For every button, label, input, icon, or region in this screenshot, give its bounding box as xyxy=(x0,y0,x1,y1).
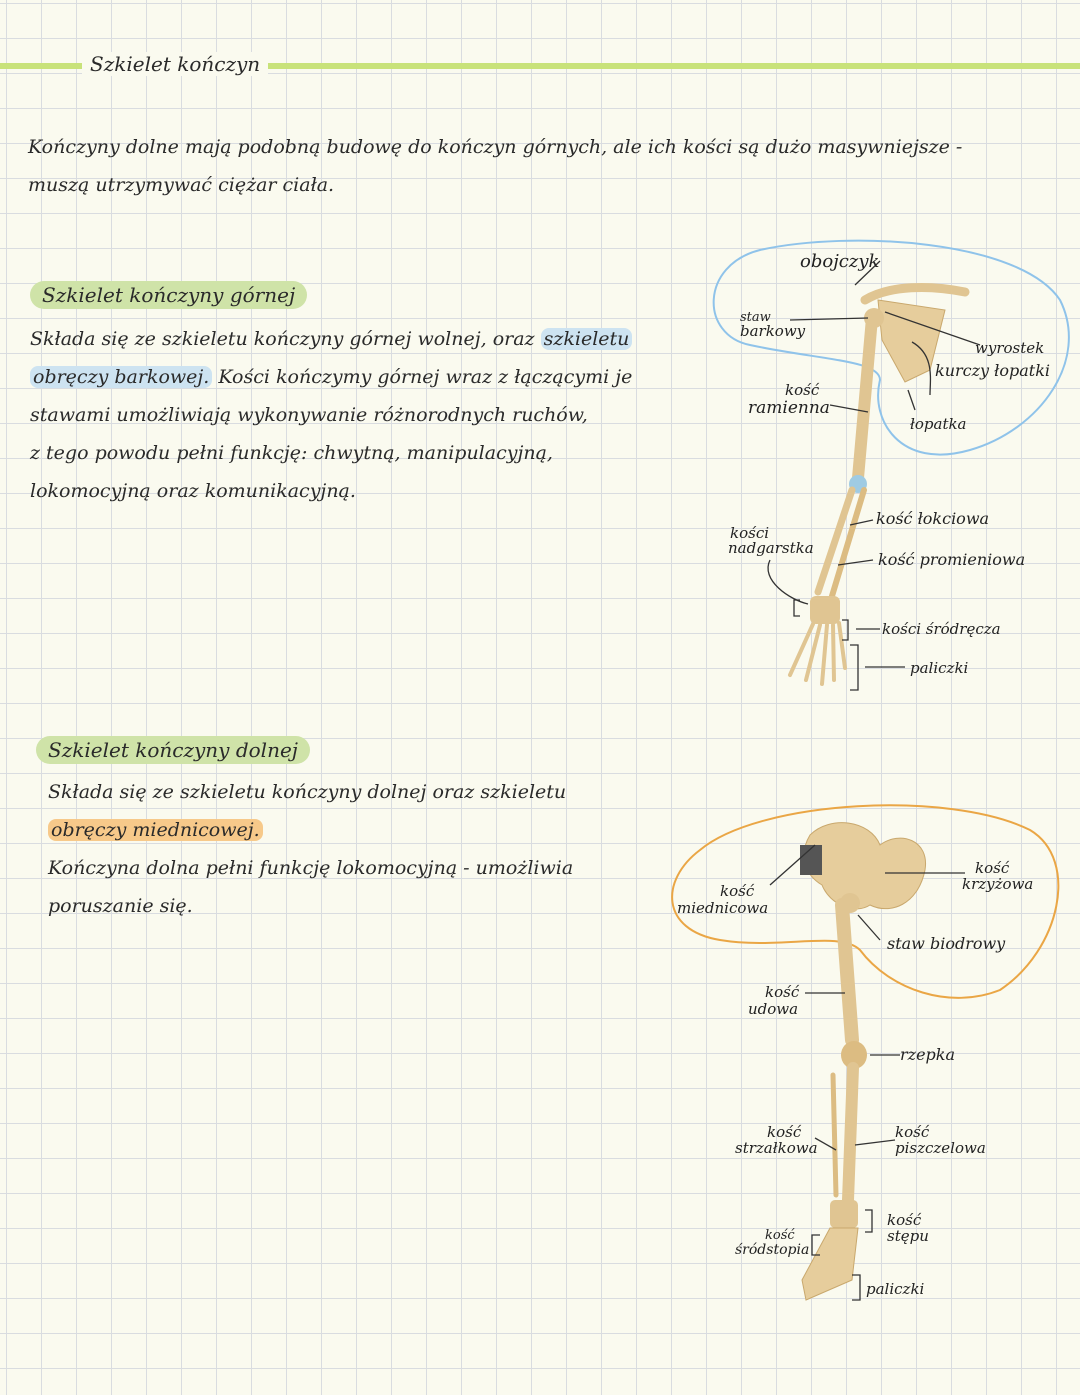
label-kosc-udowa-1: kość xyxy=(765,983,800,1001)
upper-text-line-4: z tego powodu pełni funkcję: chwytną, manipulacyjną, xyxy=(30,442,553,464)
intro-line-2: muszą utrzymywać ciężar ciała. xyxy=(28,174,335,196)
label-kosc-krzyzowa-2: krzyżowa xyxy=(962,875,1034,893)
pelvis-shape xyxy=(804,823,926,909)
label-kosc-promieniowa: kość promieniowa xyxy=(878,550,1026,569)
label-kosc-srodstopia-2: śródstopia xyxy=(735,1242,810,1258)
label-staw-biodrowy: staw biodrowy xyxy=(887,934,1006,953)
upper-text-line-5: lokomocyjną oraz komunikacyjną. xyxy=(30,480,356,502)
label-kosc-miednicowa-1: kość xyxy=(720,882,755,900)
label-kosci-nadgarstka-2: nadgarstka xyxy=(728,539,814,557)
label-kosc-ramienna-1: kość xyxy=(785,381,820,399)
label-staw-barkowy-1: staw xyxy=(740,310,771,325)
label-kosci-nadgarstka-1: kości xyxy=(730,524,770,542)
label-wyrostek-1: wyrostek xyxy=(975,339,1045,357)
lower-limb-heading: Szkielet kończyny dolnej xyxy=(36,736,310,764)
label-lopatka: łopatka xyxy=(910,415,967,433)
label-staw-barkowy-2: barkowy xyxy=(740,322,806,340)
label-kosc-srodstopia-1: kość xyxy=(765,1228,795,1243)
label-kosc-miednicowa-2: miednicowa xyxy=(677,899,769,917)
lower-text-line-2-highlight: obręczy miednicowej. xyxy=(48,819,263,841)
upper-text-line-1a: Składa się ze szkieletu kończyny górnej wolnej, oraz xyxy=(30,328,541,350)
upper-text-line-2a: obręczy barkowej. xyxy=(30,366,212,388)
label-paliczki-upper: paliczki xyxy=(910,659,969,677)
tibia-shape xyxy=(848,1068,853,1200)
label-kosc-piszczelowa-1: kość xyxy=(895,1123,930,1141)
label-kosc-lokciowa: kość łokciowa xyxy=(876,509,990,528)
upper-text-line-2b: Kości kończymy górnej wraz z łączącymi je xyxy=(212,366,633,388)
lower-text-line-1: Składa się ze szkieletu kończyny dolnej oraz szkieletu xyxy=(48,781,567,803)
label-kosc-strzalkowa-2: strzałkowa xyxy=(735,1139,818,1157)
label-paliczki-lower: paliczki xyxy=(866,1280,925,1298)
label-kosc-stepu-2: stępu xyxy=(887,1227,929,1245)
intro-line-1: Kończyny dolne mają podobną budowę do kończyn górnych, ale ich kości są dużo masywniejsze - xyxy=(28,136,963,158)
pelvis-shadow xyxy=(800,845,822,875)
page-title: Szkielet kończyn xyxy=(82,52,268,76)
label-kosc-piszczelowa-2: piszczelowa xyxy=(895,1139,986,1157)
label-kosc-ramienna-2: ramienna xyxy=(748,398,830,418)
upper-limb-heading: Szkielet kończyny górnej xyxy=(30,281,307,309)
label-kosci-srodrecza: kości śródręcza xyxy=(882,620,1001,638)
femur-head xyxy=(840,893,860,913)
label-kosc-udowa-2: udowa xyxy=(748,1000,799,1018)
upper-text-line-1b: szkieletu xyxy=(541,328,633,350)
lower-text-line-3: Kończyna dolna pełni funkcję lokomocyjną - umożliwia xyxy=(48,857,574,879)
label-kosc-krzyzowa-1: kość xyxy=(975,859,1010,877)
lower-text-line-4: poruszanie się. xyxy=(48,895,193,917)
label-obojczyk: obojczyk xyxy=(800,251,880,272)
fibula-shape xyxy=(833,1075,836,1195)
upper-text-line-3: stawami umożliwiają wykonywanie różnorodnych ruchów, xyxy=(30,404,588,426)
label-kosc-strzalkowa-1: kość xyxy=(767,1123,802,1141)
tarsals-shape xyxy=(830,1200,858,1228)
label-rzepka: rzepka xyxy=(900,1045,956,1064)
foot-shape xyxy=(802,1228,858,1300)
label-wyrostek-2: kurczy łopatki xyxy=(935,361,1051,380)
femur-shape xyxy=(842,905,852,1040)
label-kosc-stepu-1: kość xyxy=(887,1211,922,1229)
